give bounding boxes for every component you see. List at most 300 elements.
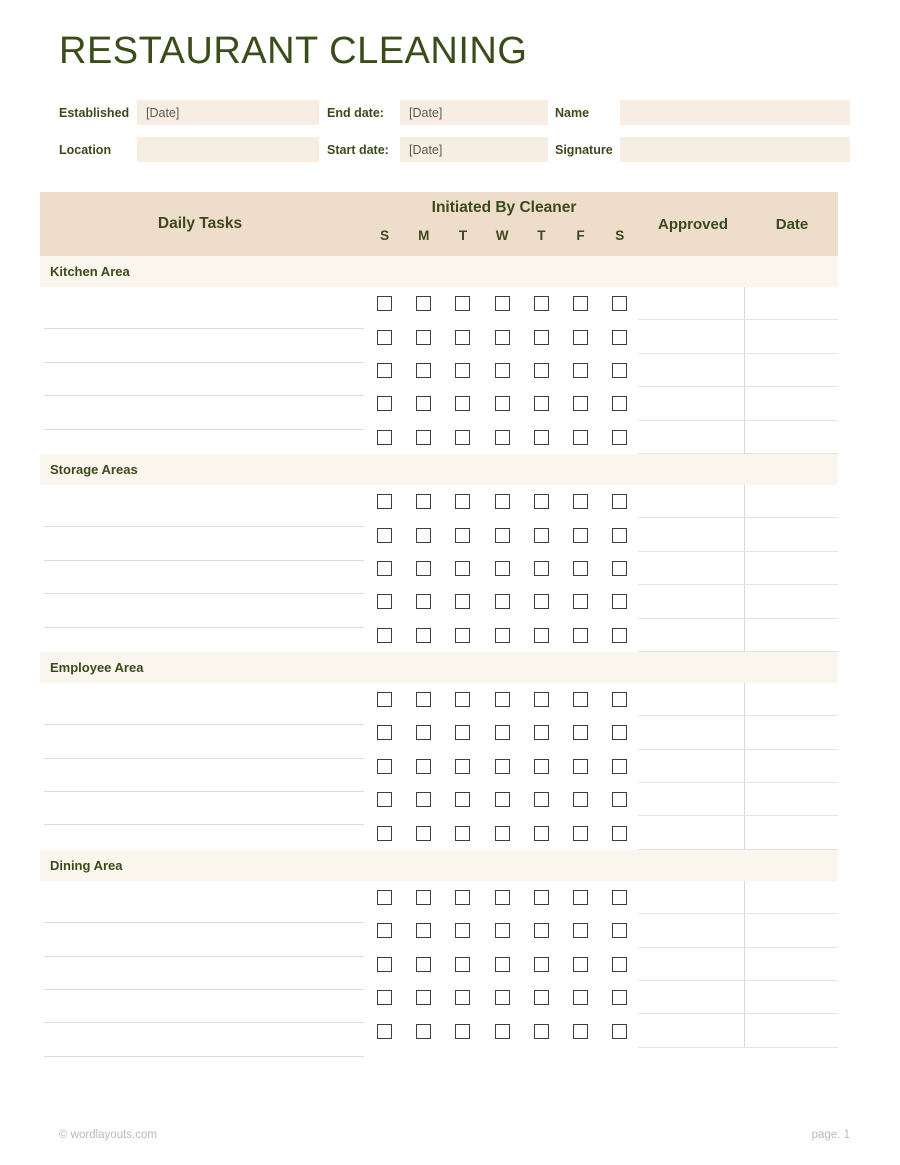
checkbox-cell <box>600 494 639 509</box>
checkbox-m-1[interactable] <box>416 990 431 1005</box>
checkbox-cell <box>561 594 600 609</box>
checkbox-s-0[interactable] <box>377 923 392 938</box>
checkbox-t-4[interactable] <box>534 692 549 707</box>
checkbox-t-4[interactable] <box>534 363 549 378</box>
checkbox-f-5[interactable] <box>573 826 588 841</box>
checkbox-t-2[interactable] <box>455 923 470 938</box>
checkbox-f-5[interactable] <box>573 957 588 972</box>
checkbox-t-4[interactable] <box>534 494 549 509</box>
checkbox-cell <box>600 628 639 643</box>
checkbox-t-2[interactable] <box>455 759 470 774</box>
checkbox-t-2[interactable] <box>455 1024 470 1039</box>
checkbox-cell <box>483 990 522 1005</box>
checkbox-cell <box>483 890 522 905</box>
checkbox-cell <box>365 692 404 707</box>
day-checkbox-group <box>365 287 643 320</box>
day-header-4: T <box>537 228 546 243</box>
checkbox-cell <box>443 725 482 740</box>
checkbox-f-5[interactable] <box>573 692 588 707</box>
checkbox-w-3[interactable] <box>495 890 510 905</box>
checkbox-cell <box>600 826 639 841</box>
checkbox-t-2[interactable] <box>455 628 470 643</box>
checkbox-t-2[interactable] <box>455 396 470 411</box>
checkbox-cell <box>483 692 522 707</box>
checkbox-cell <box>404 759 443 774</box>
checkbox-w-3[interactable] <box>495 561 510 576</box>
checkbox-m-1[interactable] <box>416 725 431 740</box>
column-header-daily-tasks: Daily Tasks <box>157 215 243 232</box>
checkbox-s-6[interactable] <box>612 692 627 707</box>
table-row <box>40 914 838 947</box>
checkbox-cell <box>561 725 600 740</box>
name-field[interactable] <box>620 100 850 125</box>
checkbox-cell <box>443 594 482 609</box>
checkbox-s-0[interactable] <box>377 363 392 378</box>
checkbox-cell <box>561 990 600 1005</box>
checkbox-cell <box>600 692 639 707</box>
checkbox-cell <box>483 528 522 543</box>
checkbox-m-1[interactable] <box>416 396 431 411</box>
checkbox-cell <box>600 792 639 807</box>
checkbox-s-6[interactable] <box>612 330 627 345</box>
checkbox-cell <box>483 594 522 609</box>
checkbox-cell <box>483 363 522 378</box>
checkbox-cell <box>522 923 561 938</box>
checkbox-s-0[interactable] <box>377 792 392 807</box>
checkbox-f-5[interactable] <box>573 923 588 938</box>
section-0 <box>40 256 838 454</box>
day-header-2: T <box>458 228 468 243</box>
checkbox-cell <box>600 430 639 445</box>
checkbox-cell <box>443 1024 482 1039</box>
checkbox-w-3[interactable] <box>495 792 510 807</box>
checkbox-t-2[interactable] <box>455 494 470 509</box>
checkbox-t-2[interactable] <box>455 594 470 609</box>
checkbox-cell <box>365 330 404 345</box>
checkbox-cell <box>404 494 443 509</box>
location-field[interactable] <box>137 137 319 162</box>
checkbox-cell <box>561 692 600 707</box>
checkbox-cell <box>404 363 443 378</box>
checkbox-cell <box>561 396 600 411</box>
section-title: Dining Area <box>50 857 123 873</box>
day-checkbox-group <box>365 552 643 585</box>
checkbox-f-5[interactable] <box>573 759 588 774</box>
meta-row <box>40 100 850 137</box>
day-checkbox-group <box>365 1014 643 1047</box>
section-header <box>40 652 838 683</box>
checkbox-t-4[interactable] <box>534 923 549 938</box>
checkbox-cell <box>561 363 600 378</box>
checkbox-cell <box>483 725 522 740</box>
checkbox-cell <box>365 628 404 643</box>
checkbox-s-0[interactable] <box>377 890 392 905</box>
checkbox-s-6[interactable] <box>612 725 627 740</box>
checkbox-t-2[interactable] <box>455 692 470 707</box>
table-row <box>40 552 838 585</box>
table-row <box>40 421 838 454</box>
checkbox-f-5[interactable] <box>573 363 588 378</box>
checkbox-cell <box>600 396 639 411</box>
checkbox-m-1[interactable] <box>416 561 431 576</box>
checkbox-cell <box>404 692 443 707</box>
column-header-approved: Approved <box>657 215 728 233</box>
checkbox-cell <box>561 528 600 543</box>
checkbox-cell <box>483 396 522 411</box>
checkbox-cell <box>404 396 443 411</box>
checkbox-f-5[interactable] <box>573 528 588 543</box>
checkbox-f-5[interactable] <box>573 430 588 445</box>
checkbox-cell <box>522 561 561 576</box>
checkbox-t-4[interactable] <box>534 396 549 411</box>
checkbox-f-5[interactable] <box>573 990 588 1005</box>
table-row <box>40 585 838 618</box>
checkbox-cell <box>404 296 443 311</box>
checkbox-cell <box>561 628 600 643</box>
checkbox-s-6[interactable] <box>612 494 627 509</box>
checkbox-s-6[interactable] <box>612 628 627 643</box>
checkbox-s-0[interactable] <box>377 594 392 609</box>
checkbox-cell <box>483 792 522 807</box>
checkbox-w-3[interactable] <box>495 1024 510 1039</box>
checkbox-f-5[interactable] <box>573 1024 588 1039</box>
checkbox-cell <box>483 561 522 576</box>
checkbox-s-0[interactable] <box>377 826 392 841</box>
checkbox-m-1[interactable] <box>416 494 431 509</box>
table-row <box>40 948 838 981</box>
checkbox-s-6[interactable] <box>612 296 627 311</box>
checkbox-cell <box>404 561 443 576</box>
checkbox-s-6[interactable] <box>612 990 627 1005</box>
checkbox-s-0[interactable] <box>377 759 392 774</box>
checkbox-cell <box>443 494 482 509</box>
checkbox-f-5[interactable] <box>573 628 588 643</box>
checkbox-t-4[interactable] <box>534 561 549 576</box>
checkbox-w-3[interactable] <box>495 692 510 707</box>
day-checkbox-group <box>365 354 643 387</box>
day-checkbox-group <box>365 585 643 618</box>
checkbox-cell <box>561 890 600 905</box>
section-1 <box>40 454 838 652</box>
checkbox-cell <box>600 890 639 905</box>
checkbox-s-6[interactable] <box>612 396 627 411</box>
end-date-field[interactable]: [Date] <box>400 100 548 125</box>
checkbox-cell <box>600 923 639 938</box>
checkbox-t-4[interactable] <box>534 792 549 807</box>
page-footer <box>59 1129 850 1141</box>
section-header <box>40 256 838 287</box>
checkbox-cell <box>600 725 639 740</box>
checkbox-t-4[interactable] <box>534 528 549 543</box>
day-checkbox-group <box>365 881 643 914</box>
checkbox-t-2[interactable] <box>455 957 470 972</box>
checkbox-s-0[interactable] <box>377 1024 392 1039</box>
checkbox-cell <box>443 430 482 445</box>
checkbox-s-6[interactable] <box>612 890 627 905</box>
checkbox-w-3[interactable] <box>495 363 510 378</box>
checkbox-cell <box>365 759 404 774</box>
checkbox-t-4[interactable] <box>534 990 549 1005</box>
checkbox-m-1[interactable] <box>416 957 431 972</box>
checkbox-cell <box>365 923 404 938</box>
checkbox-w-3[interactable] <box>495 923 510 938</box>
checkbox-w-3[interactable] <box>495 594 510 609</box>
checkbox-t-4[interactable] <box>534 725 549 740</box>
day-checkbox-group <box>365 716 643 749</box>
checkbox-cell <box>483 430 522 445</box>
checkbox-t-4[interactable] <box>534 594 549 609</box>
checkbox-cell <box>483 1024 522 1039</box>
checkbox-t-4[interactable] <box>534 430 549 445</box>
checkbox-m-1[interactable] <box>416 759 431 774</box>
checkbox-w-3[interactable] <box>495 494 510 509</box>
checkbox-cell <box>522 330 561 345</box>
checkbox-cell <box>600 561 639 576</box>
checkbox-f-5[interactable] <box>573 561 588 576</box>
checkbox-cell <box>365 890 404 905</box>
checkbox-s-0[interactable] <box>377 296 392 311</box>
day-checkbox-group <box>365 387 643 420</box>
checkbox-t-2[interactable] <box>455 561 470 576</box>
table-row <box>40 816 838 849</box>
checkbox-cell <box>365 1024 404 1039</box>
checkbox-cell <box>483 759 522 774</box>
checkbox-s-0[interactable] <box>377 692 392 707</box>
checkbox-w-3[interactable] <box>495 528 510 543</box>
checkbox-m-1[interactable] <box>416 430 431 445</box>
checkbox-cell <box>443 957 482 972</box>
checkbox-cell <box>483 826 522 841</box>
section-rows <box>40 287 838 454</box>
checkbox-t-2[interactable] <box>455 430 470 445</box>
checkbox-w-3[interactable] <box>495 990 510 1005</box>
checkbox-m-1[interactable] <box>416 528 431 543</box>
checkbox-s-6[interactable] <box>612 561 627 576</box>
checkbox-f-5[interactable] <box>573 396 588 411</box>
checkbox-cell <box>561 759 600 774</box>
checkbox-cell <box>522 957 561 972</box>
checkbox-s-0[interactable] <box>377 628 392 643</box>
checkbox-w-3[interactable] <box>495 759 510 774</box>
checkbox-m-1[interactable] <box>416 826 431 841</box>
checkbox-m-1[interactable] <box>416 594 431 609</box>
checkbox-w-3[interactable] <box>495 396 510 411</box>
table-sections <box>40 256 838 1048</box>
checkbox-cell <box>522 826 561 841</box>
task-input-line[interactable] <box>44 1056 364 1057</box>
checkbox-cell <box>365 494 404 509</box>
checkbox-t-2[interactable] <box>455 826 470 841</box>
checkbox-t-4[interactable] <box>534 890 549 905</box>
checkbox-m-1[interactable] <box>416 692 431 707</box>
checkbox-cell <box>483 628 522 643</box>
checkbox-cell <box>443 759 482 774</box>
checkbox-cell <box>365 792 404 807</box>
page-title: RESTAURANT CLEANING <box>59 30 528 72</box>
checkbox-t-4[interactable] <box>534 296 549 311</box>
checkbox-cell <box>483 296 522 311</box>
checkbox-s-6[interactable] <box>612 430 627 445</box>
checkbox-f-5[interactable] <box>573 296 588 311</box>
checkbox-w-3[interactable] <box>495 957 510 972</box>
checkbox-t-2[interactable] <box>455 528 470 543</box>
checkbox-cell <box>443 561 482 576</box>
checkbox-w-3[interactable] <box>495 330 510 345</box>
day-checkbox-group <box>365 948 643 981</box>
checkbox-cell <box>443 363 482 378</box>
checkbox-w-3[interactable] <box>495 725 510 740</box>
checkbox-s-6[interactable] <box>612 826 627 841</box>
checkbox-t-4[interactable] <box>534 957 549 972</box>
day-header-5: F <box>576 228 585 243</box>
checkbox-m-1[interactable] <box>416 792 431 807</box>
checkbox-cell <box>365 528 404 543</box>
checkbox-t-2[interactable] <box>455 296 470 311</box>
checkbox-t-2[interactable] <box>455 890 470 905</box>
checkbox-f-5[interactable] <box>573 494 588 509</box>
checkbox-cell <box>522 725 561 740</box>
checkbox-t-4[interactable] <box>534 1024 549 1039</box>
checkbox-m-1[interactable] <box>416 330 431 345</box>
checkbox-cell <box>404 1024 443 1039</box>
start-date-label: Start date: <box>327 142 389 157</box>
checkbox-w-3[interactable] <box>495 430 510 445</box>
checkbox-t-4[interactable] <box>534 330 549 345</box>
checkbox-cell <box>483 923 522 938</box>
day-checkbox-group <box>365 750 643 783</box>
checkbox-s-0[interactable] <box>377 330 392 345</box>
day-checkbox-group <box>365 683 643 716</box>
day-header-1: M <box>418 228 430 243</box>
checkbox-cell <box>522 792 561 807</box>
checkbox-m-1[interactable] <box>416 890 431 905</box>
section-header <box>40 850 838 881</box>
checkbox-cell <box>365 363 404 378</box>
checkbox-cell <box>522 890 561 905</box>
section-rows <box>40 683 838 850</box>
checkbox-cell <box>365 594 404 609</box>
table-row <box>40 716 838 749</box>
checkbox-s-6[interactable] <box>612 759 627 774</box>
checkbox-w-3[interactable] <box>495 296 510 311</box>
checkbox-w-3[interactable] <box>495 628 510 643</box>
checkbox-cell <box>561 430 600 445</box>
checkbox-f-5[interactable] <box>573 594 588 609</box>
checkbox-s-0[interactable] <box>377 396 392 411</box>
checkbox-s-6[interactable] <box>612 957 627 972</box>
checkbox-cell <box>522 363 561 378</box>
checkbox-cell <box>365 957 404 972</box>
checkbox-cell <box>443 396 482 411</box>
checkbox-cell <box>522 594 561 609</box>
checkbox-m-1[interactable] <box>416 363 431 378</box>
checkbox-s-0[interactable] <box>377 494 392 509</box>
section-title: Kitchen Area <box>50 264 130 279</box>
column-header-initiated-by-cleaner: Initiated By Cleaner <box>431 199 577 216</box>
checkbox-t-2[interactable] <box>455 990 470 1005</box>
checkbox-m-1[interactable] <box>416 296 431 311</box>
day-header-0: S <box>380 228 390 243</box>
checkbox-t-2[interactable] <box>455 725 470 740</box>
checkbox-f-5[interactable] <box>573 330 588 345</box>
established-field[interactable]: [Date] <box>137 100 319 125</box>
checkbox-cell <box>365 561 404 576</box>
checkbox-t-4[interactable] <box>534 826 549 841</box>
checkbox-m-1[interactable] <box>416 1024 431 1039</box>
footer-page-number: page. 1 <box>811 1129 850 1141</box>
checkbox-cell <box>600 330 639 345</box>
table-row <box>40 1014 838 1047</box>
approved-date-line[interactable] <box>638 1047 838 1048</box>
checkbox-cell <box>600 957 639 972</box>
checkbox-s-6[interactable] <box>612 923 627 938</box>
checkbox-cell <box>561 561 600 576</box>
day-header-row <box>365 228 643 243</box>
checkbox-cell <box>443 826 482 841</box>
section-title: Employee Area <box>50 659 144 675</box>
checkbox-s-0[interactable] <box>377 990 392 1005</box>
start-date-field[interactable]: [Date] <box>400 137 548 162</box>
checkbox-s-6[interactable] <box>612 594 627 609</box>
checkbox-t-2[interactable] <box>455 792 470 807</box>
checkbox-t-2[interactable] <box>455 330 470 345</box>
checkbox-w-3[interactable] <box>495 826 510 841</box>
checkbox-s-0[interactable] <box>377 561 392 576</box>
checkbox-s-6[interactable] <box>612 528 627 543</box>
day-checkbox-group <box>365 320 643 353</box>
column-header-date: Date <box>775 215 809 233</box>
cleaning-checklist-table <box>40 192 838 1048</box>
checkbox-cell <box>443 296 482 311</box>
checkbox-cell <box>365 296 404 311</box>
checkbox-s-0[interactable] <box>377 725 392 740</box>
checkbox-cell <box>522 692 561 707</box>
checkbox-t-2[interactable] <box>455 363 470 378</box>
checkbox-t-4[interactable] <box>534 628 549 643</box>
checkbox-cell <box>443 330 482 345</box>
checkbox-s-6[interactable] <box>612 792 627 807</box>
checkbox-m-1[interactable] <box>416 923 431 938</box>
checkbox-cell <box>522 430 561 445</box>
checkbox-m-1[interactable] <box>416 628 431 643</box>
checkbox-cell <box>404 430 443 445</box>
checkbox-s-0[interactable] <box>377 430 392 445</box>
checkbox-cell <box>522 494 561 509</box>
checkbox-cell <box>404 725 443 740</box>
checkbox-s-6[interactable] <box>612 1024 627 1039</box>
checkbox-f-5[interactable] <box>573 890 588 905</box>
meta-row <box>40 137 850 174</box>
checkbox-cell <box>600 528 639 543</box>
checkbox-cell <box>404 594 443 609</box>
checkbox-cell <box>404 528 443 543</box>
checkbox-s-0[interactable] <box>377 528 392 543</box>
checkbox-f-5[interactable] <box>573 792 588 807</box>
checkbox-cell <box>404 957 443 972</box>
checkbox-s-6[interactable] <box>612 363 627 378</box>
established-label: Established <box>59 105 130 120</box>
checkbox-cell <box>522 1024 561 1039</box>
checkbox-cell <box>443 792 482 807</box>
signature-field[interactable] <box>620 137 850 162</box>
table-row <box>40 881 838 914</box>
table-row <box>40 750 838 783</box>
checkbox-cell <box>404 330 443 345</box>
checkbox-t-4[interactable] <box>534 759 549 774</box>
checkbox-s-0[interactable] <box>377 957 392 972</box>
checkbox-f-5[interactable] <box>573 725 588 740</box>
checkbox-cell <box>443 990 482 1005</box>
